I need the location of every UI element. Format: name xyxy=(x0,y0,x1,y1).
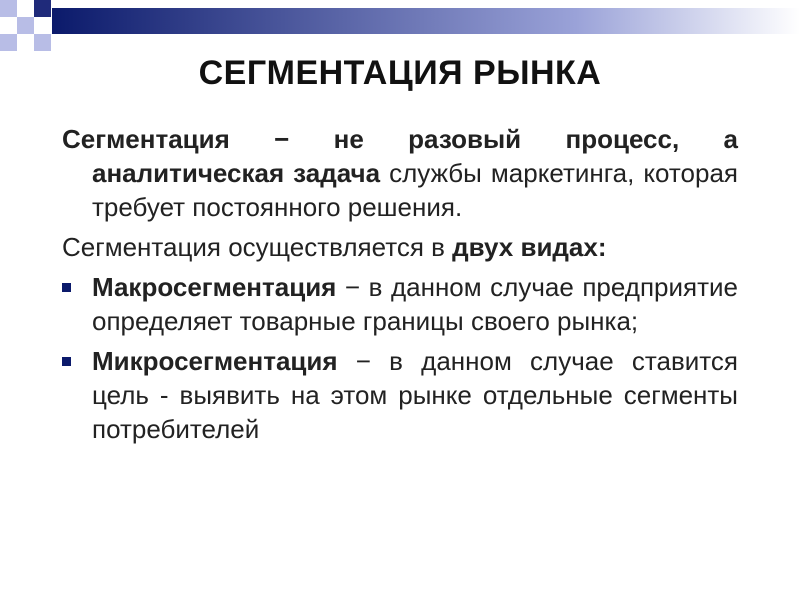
deco-square-9 xyxy=(34,34,51,51)
paragraph-1-bold: Сегментация − не разовый процесс, а аналитическая задача xyxy=(62,124,738,188)
paragraph-1-normal: службы маркетинга, которая требует постоянного решения. xyxy=(92,158,738,222)
bullet-2-normal: − в данном случае ставится цель - выявить на этом рынке отдельные сегменты потребителей xyxy=(92,346,738,444)
bullet-square-icon xyxy=(62,357,71,366)
deco-square-2 xyxy=(17,0,34,17)
deco-square-4 xyxy=(0,17,17,34)
header-decoration xyxy=(0,0,800,60)
bullet-2-bold: Микросегментация xyxy=(92,346,338,376)
deco-square-8 xyxy=(17,34,34,51)
deco-square-1 xyxy=(0,0,17,17)
paragraph-2-bold: двух видах: xyxy=(452,232,607,262)
bullet-item xyxy=(62,344,738,446)
bullet-1-bold: Макросегментация xyxy=(92,272,337,302)
deco-square-3 xyxy=(34,0,51,17)
page-title: СЕГМЕНТАЦИЯ РЫНКА xyxy=(198,54,602,92)
deco-square-5 xyxy=(17,17,34,34)
bullet-square-icon xyxy=(62,283,71,292)
paragraph-2-normal: Сегментация осуществляется в xyxy=(62,232,453,262)
paragraph-1 xyxy=(62,122,738,224)
content xyxy=(62,122,738,452)
bullet-item xyxy=(62,270,738,338)
bullets-list xyxy=(62,270,738,446)
bullet-1-normal: − в данном случае предприятие определяет товарные границы своего рынка; xyxy=(92,272,738,336)
header-gradient-bar xyxy=(52,8,800,34)
paragraph-2 xyxy=(62,230,738,264)
deco-square-7 xyxy=(0,34,17,51)
deco-square-6 xyxy=(34,17,51,34)
